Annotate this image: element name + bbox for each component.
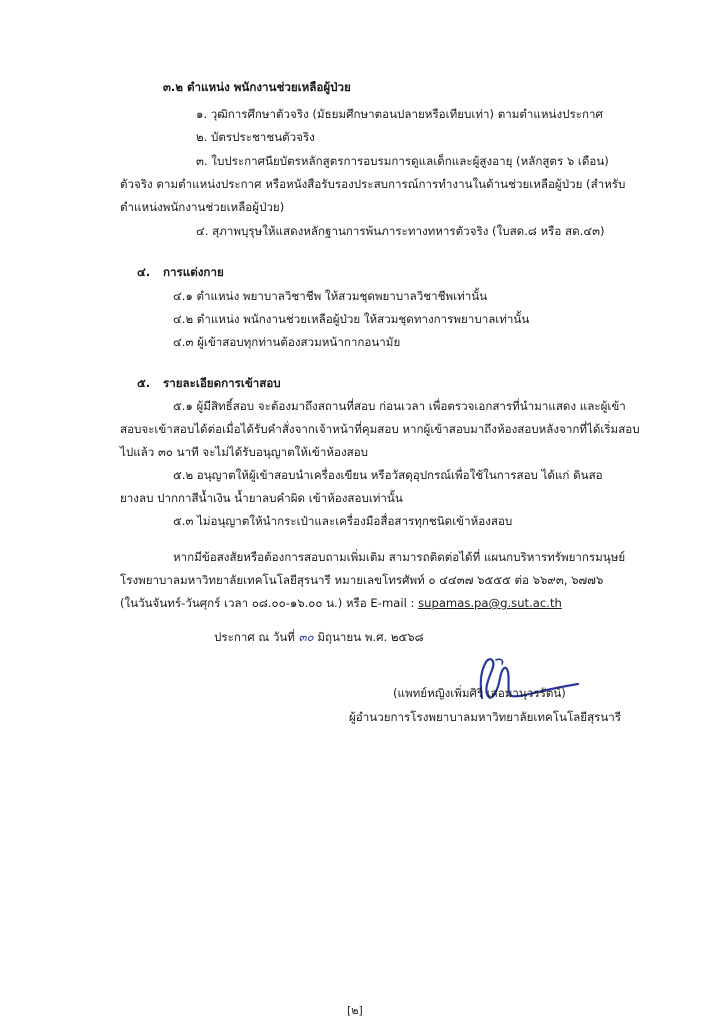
section-3-2-heading: ๓.๒ ตำแหน่ง พนักงานช่วยเหลือผู้ป่วย <box>163 80 351 94</box>
section-4-number: ๔. <box>137 265 151 279</box>
section-5-heading: รายละเอียดการเข้าสอบ <box>163 376 281 390</box>
section-3-2-item-3-line-2: ตัวจริง ตามตำแหน่งประกาศ หรือหนังสือรับรองประสบการณ์การทำงานในด้านช่วยเหลือผู้ป่วย (สำหรับ <box>120 177 626 191</box>
section-3-2-item-3-line-3: ตำแหน่งพนักงานช่วยเหลือผู้ป่วย) <box>120 200 285 214</box>
section-5-item-2-line-2: ยางลบ ปากกาสีน้ำเงิน น้ำยาลบคำผิด เข้าห้องสอบเท่านั้น <box>120 491 403 505</box>
section-5-item-1-line-1: ๕.๑ ผู้มีสิทธิ์สอบ จะต้องมาถึงสถานที่สอบ ก่อนเวลา เพื่อตรวจเอกสารที่นำมาแสดง และผู้เข้า <box>173 399 626 413</box>
contact-line-3 <box>120 596 562 611</box>
section-3-2-item-3-line-1: ๓. ใบประกาศนียบัตรหลักสูตรการอบรมการดูแลเด็กและผู้สูงอายุ (หลักสูตร ๖ เดือน) <box>196 154 609 168</box>
section-4-item-1: ๔.๑ ตำแหน่ง พยาบาลวิชาชีพ ให้สวมชุดพยาบาลวิชาชีพเท่านั้น <box>173 289 488 303</box>
signatory-name: (แพทย์หญิงเพิ่มศิริ เสอมานุวรรัตน์) <box>393 686 566 700</box>
announcement-date <box>214 630 424 645</box>
section-3-2-item-4: ๔. สุภาพบุรุษให้แสดงหลักฐานการพ้นภาระทางทหารตัวจริง (ใบสด.๘ หรือ สด.๔๓) <box>196 224 605 238</box>
section-4-item-3: ๔.๓ ผู้เข้าสอบทุกท่านต้องสวมหน้ากากอนามัย <box>173 335 401 349</box>
signature-image <box>430 650 590 710</box>
section-3-2-item-2: ๒. บัตรประชาชนตัวจริง <box>196 130 315 144</box>
contact-email-link[interactable]: supamas.pa@g.sut.ac.th <box>418 596 562 610</box>
contact-line-1: หากมีข้อสงสัยหรือต้องการสอบถามเพิ่มเติม สามารถติดต่อได้ที่ แผนกบริหารทรัพยากรมนุษย์ <box>173 550 626 564</box>
section-5-item-1-line-3: ไปแล้ว ๓๐ นาที จะไม่ได้รับอนุญาตให้เข้าห้องสอบ <box>120 445 369 459</box>
announcement-prefix: ประกาศ ณ วันที่ <box>214 630 295 644</box>
section-5-number: ๕. <box>137 376 151 390</box>
section-5-item-1-line-2: สอบจะเข้าสอบได้ต่อเมื่อได้รับคำสั่งจากเจ้าหน้าที่คุมสอบ หากผู้เข้าสอบมาถึงห้องสอบหลังจากที่ได้เริ่มสอบ <box>120 422 640 436</box>
section-5-item-2-line-1: ๕.๒ อนุญาตให้ผู้เข้าสอบนำเครื่องเขียน หรือวัสดุอุปกรณ์เพื่อใช้ในการสอบ ได้แก่ ดินสอ <box>173 468 603 482</box>
announcement-month-year: มิถุนายน พ.ศ. ๒๕๖๘ <box>317 630 424 644</box>
page-number: [๒] <box>347 1004 363 1017</box>
section-5-item-3: ๕.๓ ไม่อนุญาตให้นำกระเป๋าและเครื่องมือสื่อสารทุกชนิดเข้าห้องสอบ <box>173 514 513 528</box>
contact-line-2: โรงพยาบาลมหาวิทยาลัยเทคโนโลยีสุรนารี หมายเลขโทรศัพท์ ๐ ๔๔๓๗ ๖๕๕๕ ต่อ ๖๖๙๓, ๖๗๗๖ <box>120 573 604 587</box>
section-3-2-item-1: ๑. วุฒิการศึกษาตัวจริง (มัธยมศึกษาตอนปลายหรือเทียบเท่า) ตามตำแหน่งประกาศ <box>196 107 603 121</box>
contact-hours: (ในวันจันทร์-วันศุกร์ เวลา ๐๘.๐๐-๑๖.๐๐ น.) หรือ E-mail : <box>120 596 419 610</box>
section-4-heading: การแต่งกาย <box>163 265 224 279</box>
section-4-item-2: ๔.๒ ตำแหน่ง พนักงานช่วยเหลือผู้ป่วย ให้สวมชุดทางการพยาบาลเท่านั้น <box>173 312 530 326</box>
signatory-position: ผู้อำนวยการโรงพยาบาลมหาวิทยาลัยเทคโนโลยีสุรนารี <box>349 710 622 724</box>
announcement-day: ๓๐ <box>298 630 314 644</box>
